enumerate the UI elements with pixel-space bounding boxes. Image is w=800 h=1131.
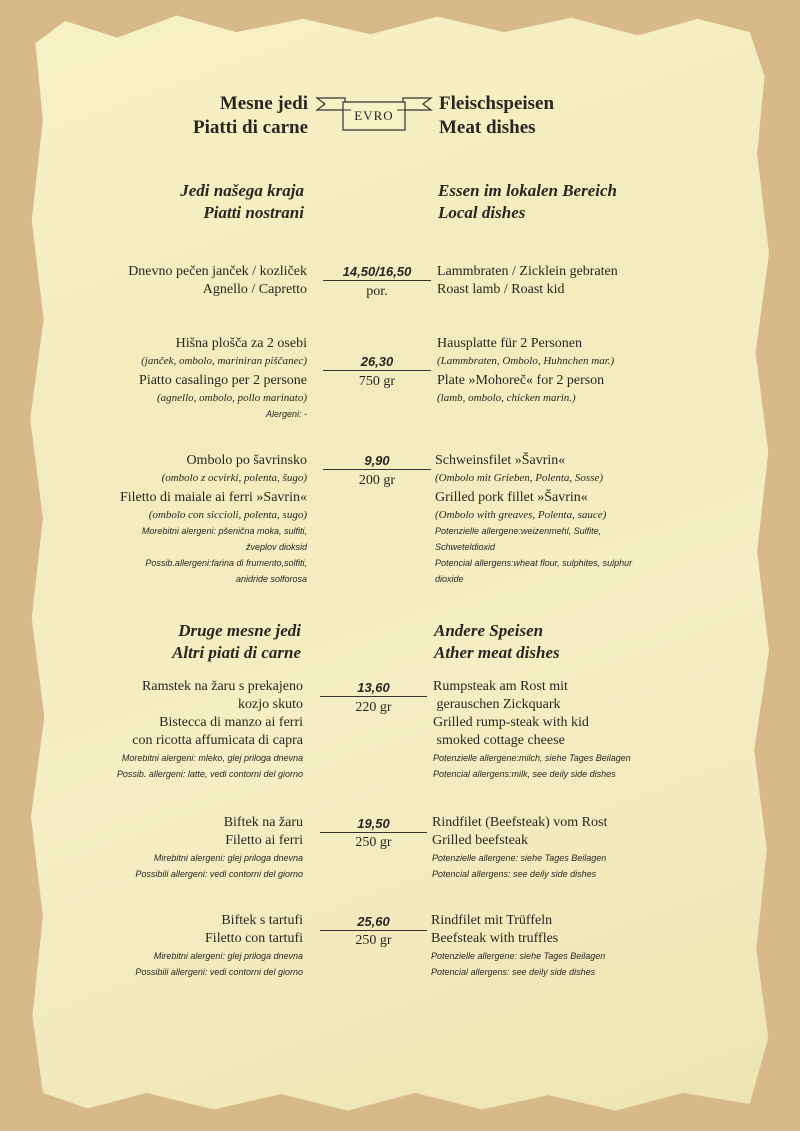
header-right-line-1: Fleischspeisen — [439, 93, 555, 114]
dish-5-name-en: Grilled beefsteak — [432, 833, 529, 848]
dish-4-name-sl-2: kozjo skuto — [238, 697, 303, 712]
dish-4-name-it-1: Bistecca di manzo ai ferri — [159, 715, 303, 730]
dish-3-desc-it: (ombolo con siccioli, polenta, sugo) — [148, 509, 307, 521]
dish-4-name-en-1: Grilled rump-steak with kid — [433, 715, 589, 730]
dish-3-allergens-sl-2: žveplov dioksid — [245, 542, 307, 552]
dish-6-name-de: Rindfilet mit Trüffeln — [431, 913, 553, 928]
dish-4-unit: 220 gr — [355, 700, 392, 715]
dish-2-desc-de: (Lammbraten, Ombolo, Huhnchen mar.) — [437, 355, 615, 367]
dish-2-name-de: Hausplatte für 2 Personen — [437, 336, 583, 351]
dish-4-allergens-sl: Morebitni alergeni: mleko, glej priloga dnevna — [121, 753, 303, 763]
dish-3-name-de: Schweinsfilet »Šavrin« — [435, 453, 566, 468]
dish-6-unit: 250 gr — [355, 933, 392, 948]
dish-5-allergens-it: Possibili allergeni: vedi contorni del giorno — [135, 869, 303, 879]
dish-6-allergens-it: Possibili allergeni: vedi contorni del giorno — [135, 967, 303, 977]
dish-2-right — [437, 335, 737, 406]
dish-6-name-it: Filetto con tartufi — [205, 931, 303, 946]
dish-1-right — [437, 263, 737, 299]
dish-2-desc-it: (agnello, ombolo, pollo marinato) — [156, 392, 307, 404]
dish-2-desc-en: (lamb, ombolo, chicken marin.) — [437, 392, 576, 404]
dish-1-name-sl: Dnevno pečen janček / kozliček — [128, 264, 307, 279]
dish-3-allergens-de-2: Schweteldioxid — [435, 542, 496, 552]
section-other-right-line-1: Andere Speisen — [434, 621, 544, 640]
currency-label: EVRO — [354, 108, 394, 123]
dish-3-unit: 200 gr — [358, 473, 396, 488]
dish-6-allergens-sl: Mirebitni alergeni: glej priloga dnevna — [153, 951, 303, 961]
dish-4-allergens-en: Potencial allergens:milk, see deily side dishes — [433, 769, 616, 779]
dish-1-price: 14,50/16,50 — [323, 264, 431, 281]
section-other-right — [434, 620, 694, 664]
dish-6-price: 25,60 — [320, 914, 427, 931]
dish-2-name-it: Piatto casalingo per 2 persone — [139, 373, 307, 388]
dish-3-desc-de: (Ombolo mit Grieben, Polenta, Sosse) — [435, 472, 604, 484]
section-local-left — [60, 180, 304, 224]
dish-3-name-sl: Ombolo po šavrinsko — [186, 453, 307, 468]
section-local-left-line-1: Jedi našega kraja — [180, 181, 304, 200]
dish-3-desc-sl: (ombolo z ocvirki, polenta, šugo) — [161, 472, 307, 484]
dish-5-name-sl: Biftek na žaru — [223, 815, 303, 830]
header-left — [90, 92, 308, 140]
dish-4-name-it-2: con ricotta affumicata di capra — [132, 733, 303, 748]
dish-2-name-en: Plate »Mohoreč« for 2 person — [437, 373, 605, 388]
dish-1-name-de: Lammbraten / Zicklein gebraten — [437, 264, 618, 279]
dish-6-allergens-de: Potenzielle allergene: siehe Tages Beilagen — [431, 951, 606, 961]
dish-2-left — [60, 335, 307, 422]
dish-1-left — [60, 263, 307, 299]
dish-3-allergens-de-1: Potenzielle allergene:weizenmehl, Sulfite, — [435, 526, 602, 536]
dish-5-unit: 250 gr — [355, 835, 392, 850]
dish-2-allergens: Alergeni: - — [265, 409, 307, 419]
dish-5-allergens-sl: Mirebitni alergeni: glej priloga dnevna — [153, 853, 303, 863]
section-local-right-line-1: Essen im lokalen Bereich — [438, 181, 617, 200]
dish-6-name-en: Beefsteak with truffles — [431, 931, 559, 946]
currency-banner — [315, 94, 433, 138]
section-local-right — [438, 180, 698, 224]
dish-3-allergens-sl-1: Morebitni alergeni: pšenična moka, sulfiti, — [141, 526, 307, 536]
dish-5-right — [432, 814, 732, 882]
section-local-right-line-2: Local dishes — [438, 203, 526, 222]
dish-5-allergens-en: Potencial allergens: see deily side dishes — [432, 869, 597, 879]
dish-3-allergens-en-2: dioxide — [435, 574, 464, 584]
header-left-line-2: Piatti di carne — [192, 117, 308, 138]
dish-3-allergens-it-2: anidride solforosa — [235, 574, 307, 584]
header-left-line-1: Mesne jedi — [219, 93, 308, 114]
dish-3-allergens-en-1: Potencial allergens:wheat flour, sulphites, sulphur — [435, 558, 633, 568]
section-other-right-line-2: Ather meat dishes — [434, 643, 560, 662]
dish-3-right — [435, 452, 735, 587]
dish-4-left — [60, 678, 303, 782]
dish-6-name-sl: Biftek s tartufi — [221, 913, 303, 928]
dish-5-allergens-de: Potenzielle allergene: siehe Tages Beilagen — [432, 853, 607, 863]
dish-2-unit: 750 gr — [358, 374, 396, 389]
dish-3-allergens-it-1: Possib.allergeni:farina di frumento,solfiti, — [145, 558, 307, 568]
dish-5-name-de: Rindfilet (Beefsteak) vom Rost — [432, 815, 608, 830]
dish-3-left — [60, 452, 307, 587]
dish-1-name-en: Roast lamb / Roast kid — [437, 282, 565, 297]
dish-4-price: 13,60 — [320, 680, 427, 697]
dish-4-name-sl-1: Ramstek na žaru s prekajeno — [142, 679, 303, 694]
dish-4-name-de-2: gerauschen Zickquark — [433, 697, 561, 712]
dish-3-price: 9,90 — [323, 453, 431, 470]
dish-3-name-en: Grilled pork fillet »Šavrin« — [435, 490, 588, 505]
section-other-left — [60, 620, 301, 664]
dish-1-unit: por. — [366, 284, 388, 299]
dish-1-name-it: Agnello / Capretto — [202, 282, 307, 297]
dish-6-left — [60, 912, 303, 980]
dish-2-name-sl: Hišna plošča za 2 osebi — [175, 336, 307, 351]
dish-4-name-en-2: smoked cottage cheese — [433, 733, 565, 748]
dish-2-price: 26,30 — [323, 354, 431, 371]
dish-4-right — [433, 678, 733, 782]
dish-5-price: 19,50 — [320, 816, 427, 833]
dish-4-name-de-1: Rumpsteak am Rost mit — [433, 679, 568, 694]
dish-6-allergens-en: Potencial allergens: see deily side dishes — [431, 967, 596, 977]
dish-5-name-it: Filetto ai ferri — [225, 833, 303, 848]
dish-3-desc-en: (Ombolo with greaves, Polenta, sauce) — [435, 509, 607, 521]
section-other-left-line-2: Altri piati di carne — [172, 643, 301, 662]
header-right — [439, 92, 689, 140]
dish-3-name-it: Filetto di maiale ai ferri »Savrin« — [119, 490, 307, 505]
section-local-left-line-2: Piatti nostrani — [203, 203, 304, 222]
section-other-left-line-1: Druge mesne jedi — [178, 621, 301, 640]
dish-4-allergens-it: Possib. allergeni: latte, vedi contorni del giorno — [116, 769, 303, 779]
header-right-line-2: Meat dishes — [439, 117, 536, 138]
dish-2-desc-sl: (janček, ombolo, mariniran piščanec) — [141, 355, 307, 367]
dish-4-allergens-de: Potenzielle allergene:milch, siehe Tages Beilagen — [433, 753, 631, 763]
dish-6-right — [431, 912, 731, 980]
dish-5-left — [60, 814, 303, 882]
